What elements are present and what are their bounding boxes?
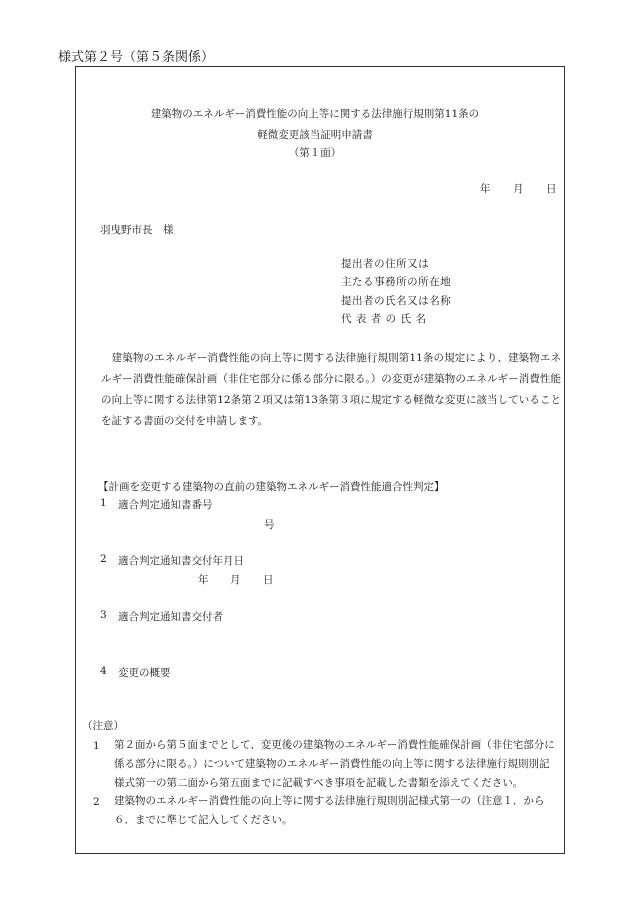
item3-label: 適合判定通知書交付者 [118,611,223,623]
note1-number: 1 [93,740,100,752]
item1-number: 1 [100,497,107,509]
item2-label: 適合判定通知書交付年月日 [118,555,244,567]
date-year: 年 [480,183,491,195]
application-body-text: 建築物のエネルギー消費性能の向上等に関する法律施行規則第11条の規定により、建築物エネルギー消費性能確保計画（非住宅部分に係る部分に限る。）の変更が建築物のエネルギー消費性能の向上等に関する法律第12条第２項又は第13条第３項に規定する軽微な変更に該当していることを証する書面の交付を申請します。 [101,352,561,427]
item2-number: 2 [100,553,107,565]
section-title: 【計画を変更する建築物の直前の建築物エネルギー消費性能適合性判定】 [98,481,445,493]
item3-number: 3 [100,609,107,621]
submitter-office-label: 主たる事務所の所在地 [341,276,452,288]
note1-text: 第２面から第５面までとして、変更後の建築物のエネルギー消費性能確保計画（非住宅部分に係る部分に限る。）について建築物のエネルギー消費性能の向上等に関する法律施行規則別記様式第一の第二面から第五面までに記載すべき事項を記載した書類を添えてください。 [114,739,555,789]
item2-month: 月 [230,574,241,586]
representative-name-label: 代 表 者 の 氏 名 [341,313,427,325]
document-title-line2: 軽微変更該当証明申請書 [257,129,373,141]
submitter-address-label: 提出者の住所又は [341,258,430,270]
note2-number: 2 [93,796,100,808]
document-title-line1: 建築物のエネルギー消費性能の向上等に関する法律施行規則第11条の [150,108,480,120]
notes-heading: （注意） [82,720,124,732]
item1-label: 適合判定通知書番号 [118,499,213,511]
submitter-name-label: 提出者の氏名又は名称 [341,295,452,307]
date-month: 月 [513,183,524,195]
item2-year: 年 [198,574,209,586]
item1-number-suffix: 号 [264,519,275,531]
item2-day: 日 [263,574,274,586]
form-number-label: 様式第２号（第５条関係） [58,50,215,65]
addressee: 羽曳野市長 様 [100,224,174,236]
date-day: 日 [546,183,557,195]
item4-number: 4 [100,665,107,677]
document-title-page: （第１面） [288,147,342,159]
item4-label: 変更の概要 [118,667,171,679]
note2-text: 建築物のエネルギー消費性能の向上等に関する法律施行規則別記様式第一の（注意１．から６．までに準じて記入してください。 [114,795,545,826]
